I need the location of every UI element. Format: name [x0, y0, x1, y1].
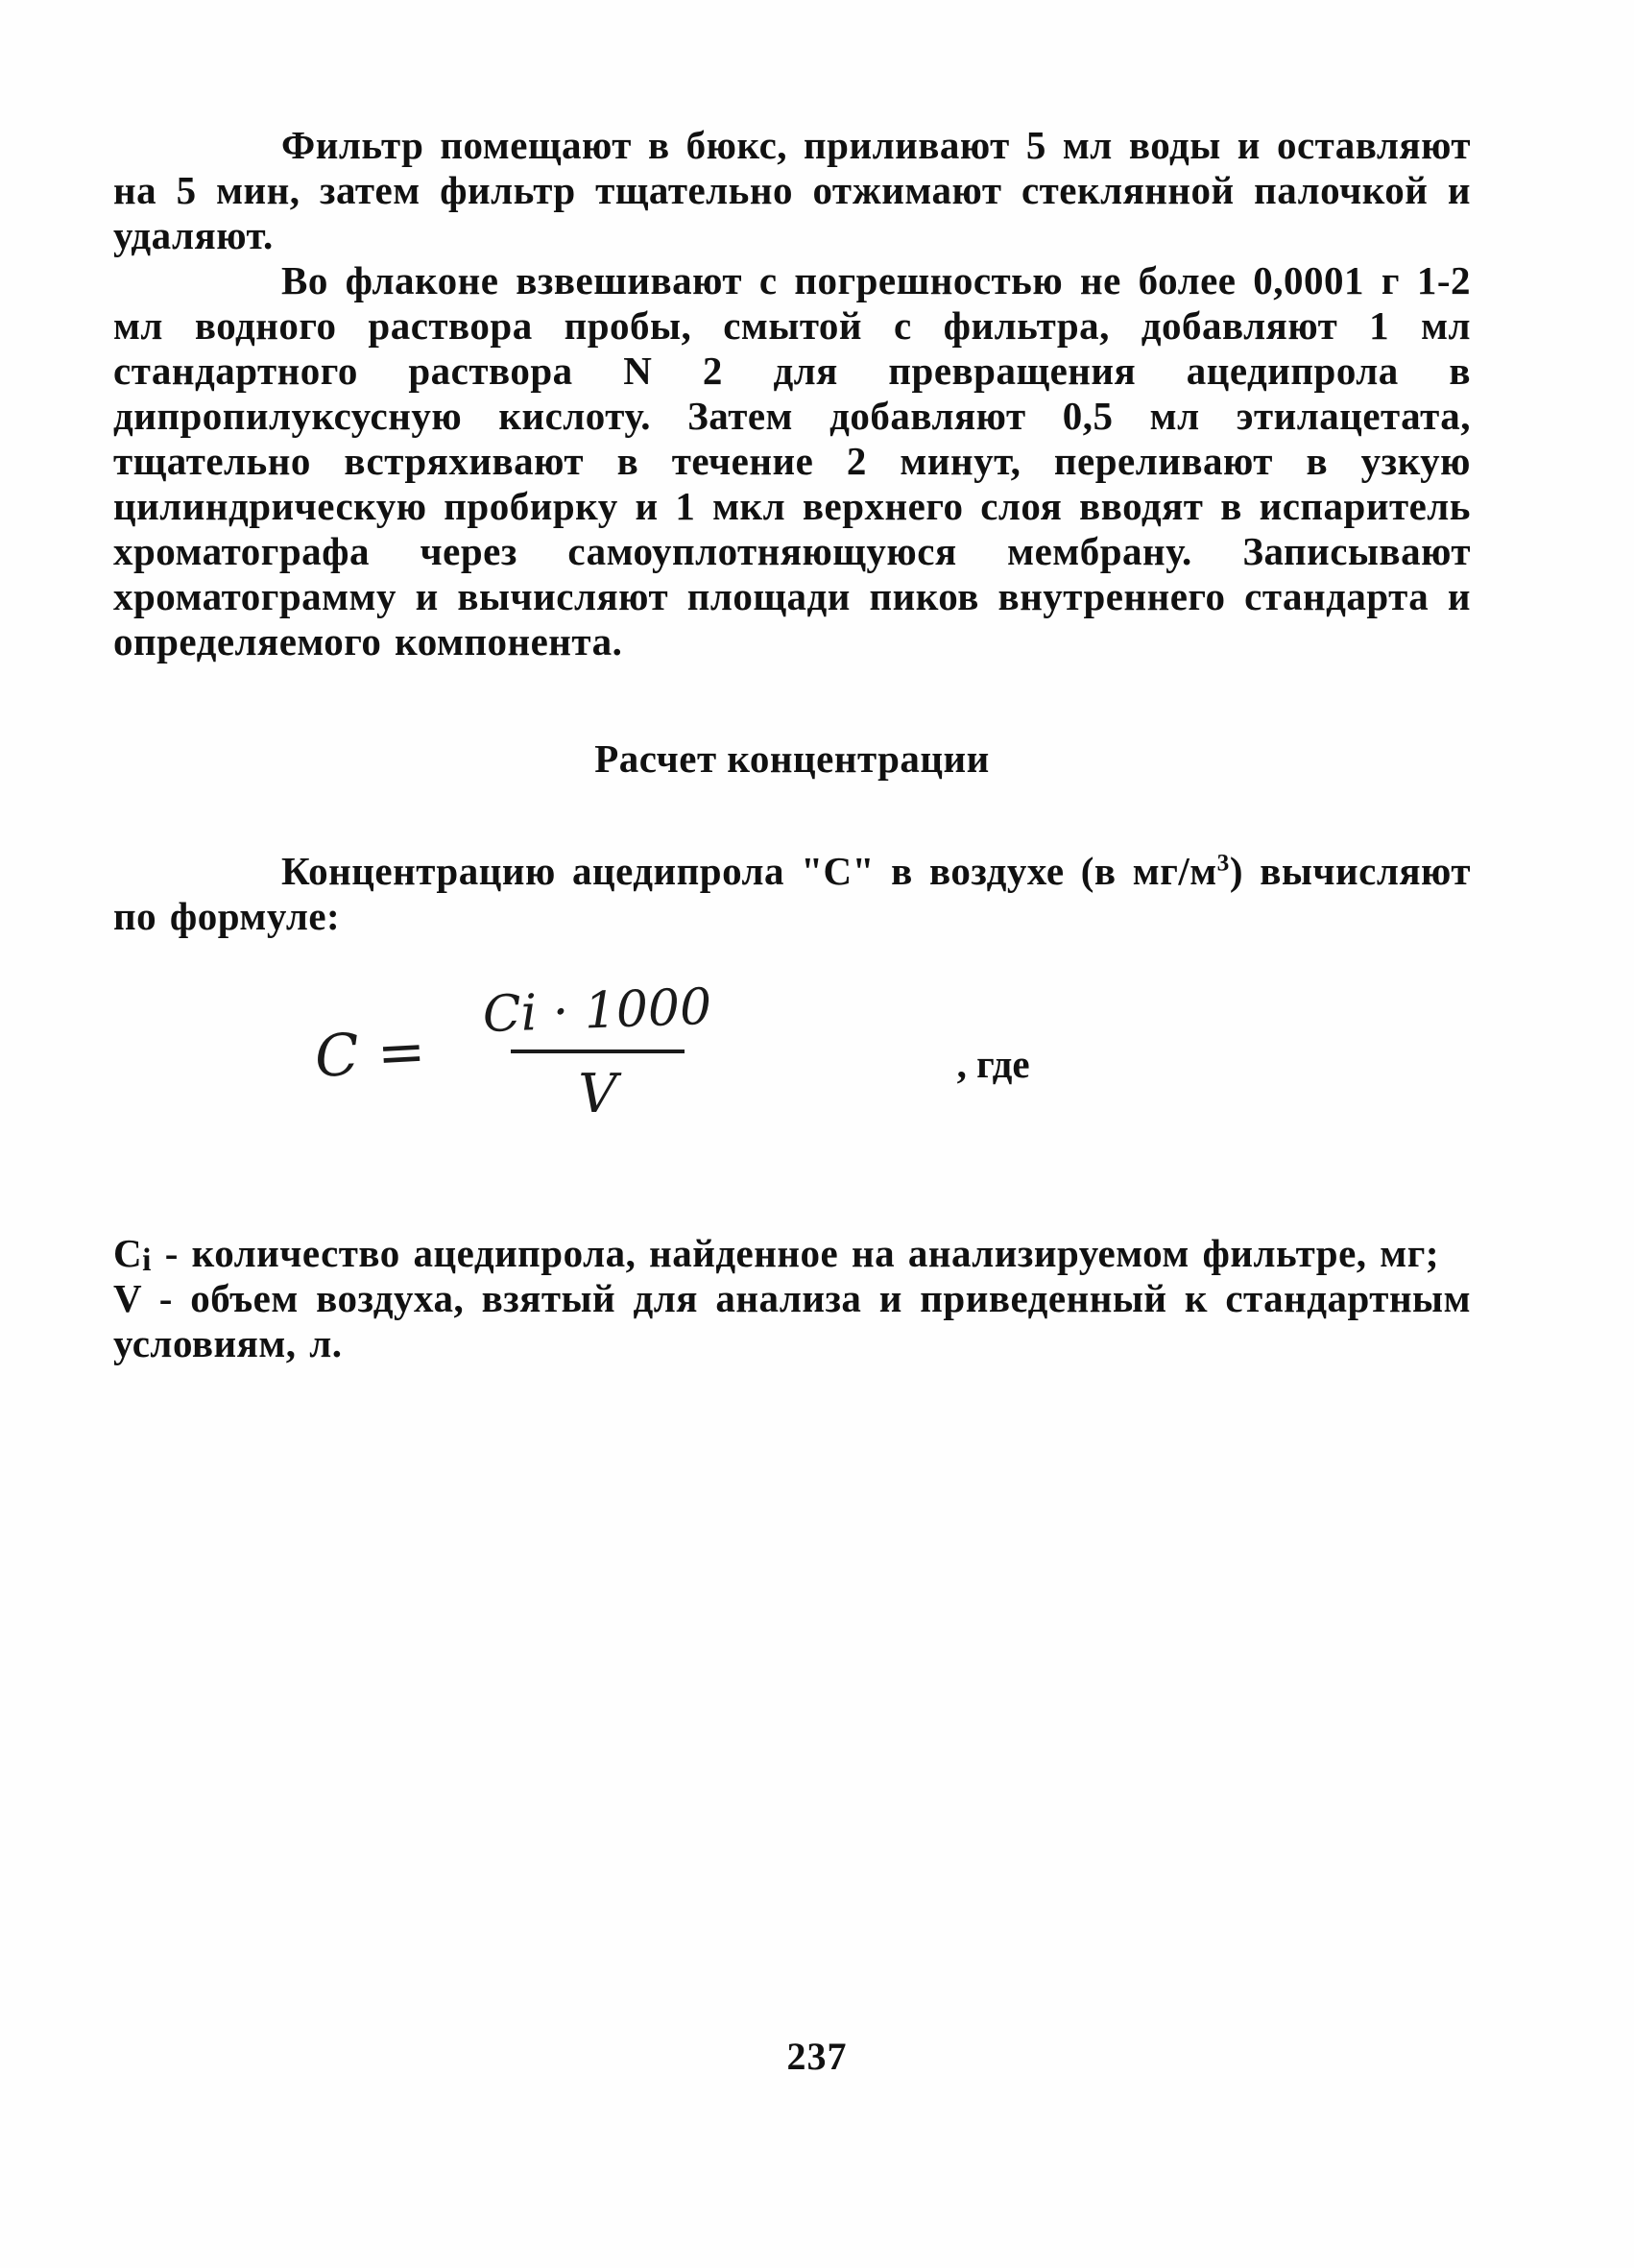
formula-intro-text: Концентрацию ацедипрола "С" в воздухе (в мг/м — [281, 849, 1217, 893]
definition-ci-subscript: i — [142, 1243, 152, 1279]
formula-fraction — [454, 977, 740, 1125]
page-content — [113, 123, 1471, 1366]
definition-ci-text: - количество ацедипрола, найденное на анализируемом фильтре, мг; — [151, 1231, 1439, 1275]
definition-v: V - объем воздуха, взятый для анализа и приведенный к стандартным условиям, л. — [113, 1276, 1471, 1365]
formula-lhs: C = — [313, 1017, 428, 1091]
handwritten-formula — [313, 977, 1471, 1125]
paragraph-flask-procedure: Во флаконе взвешивают с погрешностью не более 0,0001 г 1-2 мл водного раствора пробы, смытой с фильтра, добавляют 1 мл стандартного раствора N 2 для превращения ацедипрола в дипропилуксусную кислоту. Затем добавляют 0,5 мл этилацетата, тщательно встряхивают в течение 2 минут, переливают в узкую цилиндрическую пробирку и 1 мкл верхнего слоя вводят в испаритель хроматографа через самоуплотняющуюся мембрану. Записывают хроматограмму и вычисляют площади пиков внутреннего стандарта и определяемого компонента. — [113, 258, 1471, 664]
section-heading-concentration-calc: Расчет концентрации — [594, 736, 990, 781]
page-number: 237 — [786, 2035, 848, 2078]
formula-where-label: , где — [956, 1042, 1030, 1086]
definition-ci-symbol: С — [113, 1231, 143, 1275]
paragraph-filter-rinse: Фильтр помещают в бюкс, приливают 5 мл воды и оставляют на 5 мин, затем фильтр тщательно отжимают стеклянной палочкой и удаляют. — [113, 123, 1471, 257]
formula-intro-tail: ) вычисляют по формуле: — [113, 849, 1471, 938]
formula-denominator: V — [511, 1050, 684, 1125]
formula-numerator: Ci · 1000 — [482, 977, 713, 1045]
superscript-3: 3 — [1216, 849, 1230, 877]
definition-ci — [113, 1231, 1471, 1279]
paragraph-formula-intro — [113, 849, 1471, 939]
variable-definitions — [113, 1231, 1471, 1366]
